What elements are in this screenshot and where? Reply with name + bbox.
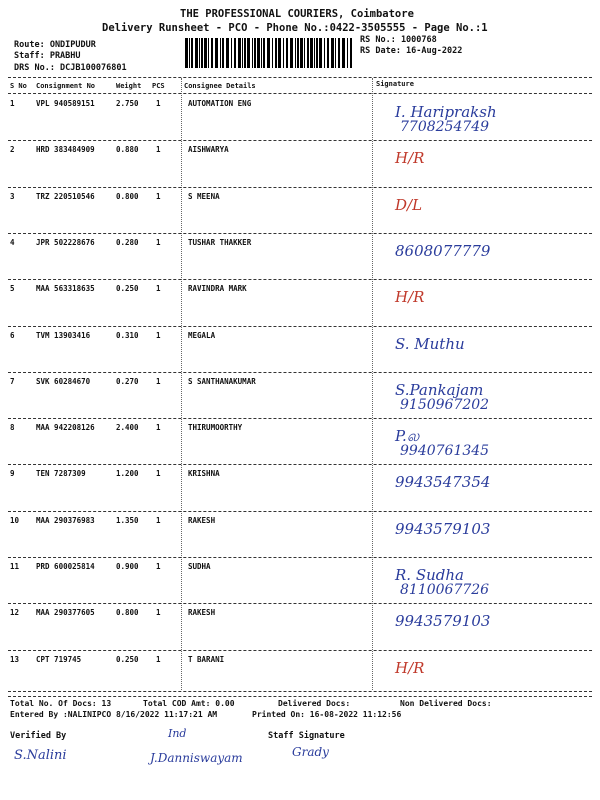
row-consignment-no: MAA 290377605	[36, 608, 95, 618]
barcode-bar	[247, 38, 250, 68]
col-weight: Weight	[116, 82, 142, 90]
barcode-bar	[295, 38, 296, 68]
row-weight: 0.900	[116, 562, 139, 571]
non-delivered-docs: Non Delivered Docs:	[400, 699, 492, 708]
row-weight: 2.400	[116, 423, 139, 433]
staff-label: Staff: PRABHU	[14, 51, 81, 61]
row-pcs: 1	[156, 99, 161, 108]
row-weight: 0.800	[116, 608, 139, 618]
row-divider	[8, 326, 592, 327]
barcode-bar	[189, 38, 190, 68]
row-consignment-no: HRD 383484909	[36, 145, 95, 155]
row-divider	[8, 187, 592, 188]
row-sno: 6	[10, 330, 15, 340]
barcode-bar	[307, 38, 309, 68]
row-signature-phone: 7708254749	[400, 119, 490, 135]
row-sno: 2	[10, 145, 15, 155]
row-weight: 0.880	[116, 145, 139, 155]
row-pcs: 1	[156, 330, 161, 340]
col-signature: Signature	[376, 80, 414, 88]
row-pcs: 1	[156, 284, 161, 294]
company-name: THE PROFESSIONAL COURIERS, Coimbatore	[180, 8, 414, 20]
barcode-bar	[195, 38, 198, 68]
barcode-bar	[324, 38, 325, 68]
barcode-bar	[199, 38, 200, 68]
staff-signature-label: Staff Signature	[268, 731, 345, 741]
row-pcs: 1	[156, 376, 161, 386]
row-pcs: 1	[156, 469, 161, 479]
row-sno: 13	[10, 654, 20, 664]
barcode-bar	[191, 38, 193, 68]
total-docs: Total No. Of Docs: 13	[10, 699, 112, 708]
entered-by: Entered By :NALINIPCO 8/16/2022 11:17:21 AM	[10, 710, 218, 719]
barcode-bar	[208, 38, 209, 68]
verified-signature: S.Nalini	[14, 748, 67, 763]
row-pcs: 1	[156, 654, 161, 664]
row-weight: 0.280	[116, 237, 139, 247]
divider	[8, 691, 592, 692]
barcode-bar	[283, 38, 284, 68]
row-weight: 0.250	[116, 654, 139, 664]
barcode-bar	[314, 38, 315, 68]
barcode-bar	[272, 38, 273, 68]
row-pcs: 1	[156, 562, 161, 571]
row-consignee: AUTOMATION ENG	[188, 99, 252, 108]
staff-signature-2: J.Danniswayam	[150, 751, 243, 765]
row-divider	[8, 372, 592, 373]
row-signature: S. Muthu	[395, 334, 465, 353]
row-pcs: 1	[156, 608, 161, 618]
row-divider	[8, 418, 592, 419]
barcode-bar	[242, 38, 243, 68]
row-signature: 9943579103	[395, 519, 491, 538]
row-consignee: THIRUMOORTHY	[188, 423, 243, 433]
barcode-bar	[286, 38, 288, 68]
barcode-bar	[278, 38, 281, 68]
barcode-bar	[252, 38, 253, 68]
row-consignment-no: MAA 563318635	[36, 284, 95, 294]
row-pcs: 1	[156, 423, 161, 433]
row-consignment-no: TEN 7287309	[36, 469, 86, 479]
barcode-bar	[300, 38, 303, 68]
row-consignee: T BARANI	[188, 654, 225, 664]
row-consignment-no: JPR 502228676	[36, 237, 95, 247]
row-signature: I. Haripraksh	[395, 103, 497, 121]
col-consignment: Consignment No	[36, 82, 96, 90]
row-sno: 4	[10, 237, 15, 247]
row-consignment-no: MAA 290376983	[36, 515, 95, 525]
row-signature-phone: 9940761345	[400, 443, 490, 460]
barcode-bar	[316, 38, 318, 68]
route-label: Route: ONDIPUDUR	[14, 40, 96, 50]
barcode-bar	[297, 38, 299, 68]
barcode-bar	[185, 38, 188, 68]
row-signature-phone: 9150967202	[400, 396, 490, 413]
barcode-bar	[238, 38, 241, 68]
barcode-bar	[254, 38, 256, 68]
row-weight: 1.350	[116, 515, 139, 525]
row-signature: P.ல	[395, 427, 420, 446]
barcode-bar	[327, 38, 329, 68]
barcode-bar	[304, 38, 305, 68]
row-signature: H/R	[395, 658, 425, 677]
row-divider	[8, 511, 592, 512]
barcode-bar	[350, 38, 352, 68]
row-weight: 0.310	[116, 330, 139, 340]
barcode-bar	[261, 38, 262, 68]
rs-date: RS Date: 16-Aug-2022	[360, 46, 463, 56]
divider	[8, 93, 592, 94]
row-pcs: 1	[156, 237, 161, 247]
row-consignment-no: CPT 719745	[36, 654, 82, 664]
barcode-bar	[244, 38, 246, 68]
row-sno: 8	[10, 423, 15, 433]
row-consignee: RAVINDRA MARK	[188, 284, 247, 294]
column-divider	[181, 78, 182, 690]
row-sno: 12	[10, 608, 20, 618]
barcode-bar	[335, 38, 336, 68]
row-pcs: 1	[156, 515, 161, 525]
row-consignment-no: MAA 942208126	[36, 423, 95, 433]
delivered-docs: Delivered Docs:	[278, 699, 351, 708]
row-divider	[8, 279, 592, 280]
row-pcs: 1	[156, 145, 161, 155]
barcode-bar	[267, 38, 270, 68]
row-signature: S.Pankajam	[395, 380, 484, 399]
verified-by-label: Verified By	[10, 731, 67, 741]
barcode-bar	[342, 38, 345, 68]
row-sno: 9	[10, 469, 15, 479]
barcode-bar	[319, 38, 322, 68]
row-sno: 11	[10, 562, 20, 571]
row-consignee: S MEENA	[188, 191, 220, 201]
col-consignee: Consignee Details	[184, 82, 256, 90]
barcode-bar	[204, 38, 207, 68]
row-pcs: 1	[156, 191, 161, 201]
row-consignee: RAKESH	[188, 608, 216, 618]
row-divider	[8, 557, 592, 558]
column-divider	[372, 78, 373, 690]
row-consignee: TUSHAR THAKKER	[188, 237, 252, 247]
row-sno: 5	[10, 284, 15, 294]
drs-number: DRS No.: DCJB100076801	[14, 63, 127, 73]
barcode-bar	[231, 38, 232, 68]
row-signature: R. Sudha	[395, 566, 464, 584]
divider	[8, 77, 592, 78]
row-sno: 3	[10, 191, 15, 201]
row-weight: 0.250	[116, 284, 139, 294]
col-pcs: PCS	[152, 82, 165, 90]
row-consignment-no: PRD 600025814	[36, 562, 95, 571]
barcode-bar	[310, 38, 313, 68]
barcode-bar	[257, 38, 260, 68]
barcode-bar	[347, 38, 348, 68]
row-divider	[8, 603, 592, 604]
barcode-bar	[201, 38, 203, 68]
barcode-bar	[331, 38, 334, 68]
row-divider	[8, 233, 592, 234]
row-consignee: S SANTHANAKUMAR	[188, 376, 256, 386]
barcode-bar	[263, 38, 265, 68]
row-consignee: SUDHA	[188, 562, 211, 571]
barcode-bar	[226, 38, 229, 68]
col-sno: S No	[10, 82, 27, 90]
rs-number: RS No.: 1000768	[360, 35, 437, 45]
barcode-bar	[215, 38, 218, 68]
runsheet-title: Delivery Runsheet - PCO - Phone No.:0422-3505555 - Page No.:1	[102, 22, 488, 34]
total-cod: Total COD Amt: 0.00	[143, 699, 235, 708]
row-signature: H/R	[395, 149, 425, 168]
barcode-bar	[290, 38, 293, 68]
row-divider	[8, 140, 592, 141]
row-divider	[8, 696, 592, 697]
staff-signature-1: Ind	[168, 727, 187, 740]
row-weight: 0.270	[116, 376, 139, 386]
barcode-bar	[275, 38, 277, 68]
printed-on: Printed On: 16-08-2022 11:12:56	[252, 710, 402, 719]
row-divider	[8, 650, 592, 651]
staff-signature-3: Grady	[292, 745, 329, 759]
row-sno: 1	[10, 99, 15, 108]
row-signature: 9943547354	[395, 473, 491, 492]
barcode	[185, 38, 353, 68]
row-signature-phone: 8110067726	[400, 582, 490, 598]
row-signature: 9943579103	[395, 612, 491, 631]
row-consignment-no: TRZ 220510546	[36, 191, 95, 201]
row-consignment-no: SVK 60284670	[36, 376, 91, 386]
barcode-bar	[211, 38, 213, 68]
barcode-bar	[234, 38, 236, 68]
barcode-bar	[338, 38, 340, 68]
row-sno: 7	[10, 376, 15, 386]
row-consignee: AISHWARYA	[188, 145, 229, 155]
row-weight: 2.750	[116, 99, 139, 108]
row-signature: H/R	[395, 288, 425, 307]
row-signature: D/L	[395, 195, 423, 214]
row-divider	[8, 464, 592, 465]
row-consignment-no: VPL 940589151	[36, 99, 95, 108]
row-consignment-no: TVM 13903416	[36, 330, 91, 340]
row-sno: 10	[10, 515, 20, 525]
row-signature: 8608077779	[395, 241, 491, 260]
row-consignee: RAKESH	[188, 515, 216, 525]
row-weight: 1.200	[116, 469, 139, 479]
row-consignee: KRISHNA	[188, 469, 220, 479]
row-consignee: MEGALA	[188, 330, 216, 340]
barcode-bar	[220, 38, 221, 68]
row-weight: 0.800	[116, 191, 139, 201]
barcode-bar	[222, 38, 224, 68]
